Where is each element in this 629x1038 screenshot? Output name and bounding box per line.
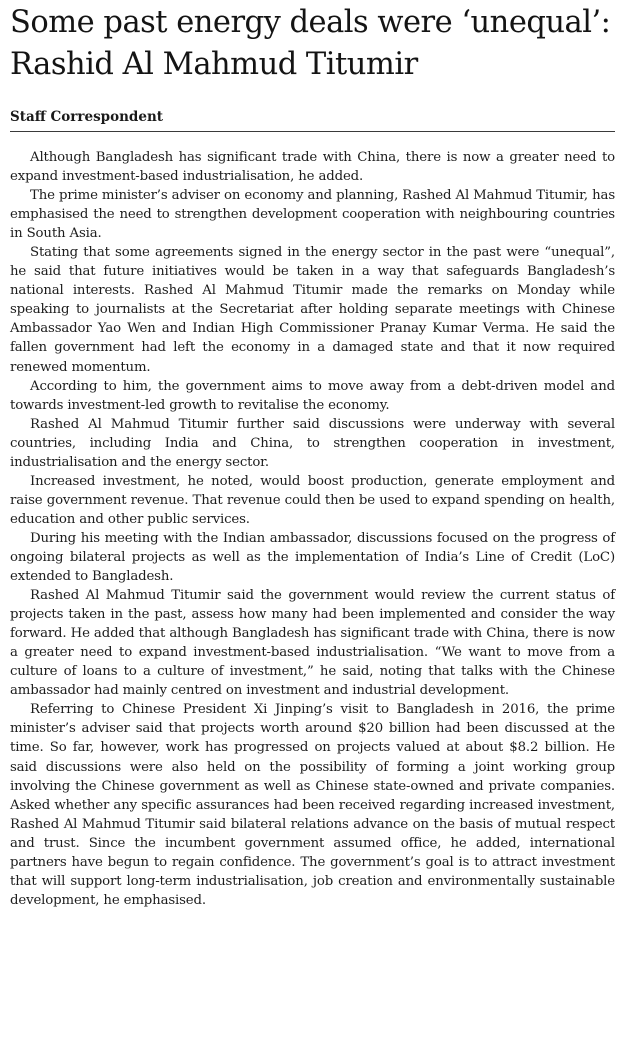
paragraph: Rashed Al Mahmud Titumir said the government would review the current status of projects taken in the past, assess how many had been implemented and consider the way forward. He added that although Bangladesh has significant trade with China, there is now a greater need to expand investment-based industrialisation. “We want to move from a culture of loans to a culture of investment,” he said, noting that talks with the Chinese ambassador had mainly centred on investment and industrial development. [10,588,615,699]
article-body [10,148,615,910]
headline: Some past energy deals were ‘unequal’: Rashid Al Mahmud Titumir [10,5,611,82]
paragraph: According to him, the government aims to move away from a debt-driven model and towards investment-led growth to revitalise the economy. [10,378,615,413]
paragraph: Rashed Al Mahmud Titumir further said discussions were underway with several countries, including India and China, to strengthen cooperation in investment, industrialisation and the energy sector. [10,416,615,470]
byline-divider [10,131,615,132]
paragraph: Although Bangladesh has significant trade with China, there is now a greater need to expand investment-based industrialisation, he added. [10,150,615,185]
paragraph: Referring to Chinese President Xi Jinping’s visit to Bangladesh in 2016, the prime minister’s adviser said that projects worth around $20 billion had been discussed at the time. So far, however, work has progressed on projects valued at about $8.2 billion. He said discussions were also held on the possibility of forming a joint working group involving the Chinese government as well as Chinese state-owned and private companies. Asked whether any specific assurances had been received regarding increased investment, Rashed Al Mahmud Titumir said bilateral relations advance on the basis of mutual respect and trust. Since the incumbent government assumed office, he added, international partners have begun to regain confidence. The government’s goal is to attract investment that will support long-term industrialisation, job creation and environmentally sustainable development, he emphasised. [10,702,615,908]
byline: Staff Correspondent [10,109,164,125]
paragraph: The prime minister’s adviser on economy and planning, Rashed Al Mahmud Titumir, has emphasised the need to strengthen development cooperation with neighbouring countries in South Asia. [10,188,615,242]
paragraph: Increased investment, he noted, would boost production, generate employment and raise government revenue. That revenue could then be used to expand spending on health, education and other public services. [10,473,615,527]
paragraph: Stating that some agreements signed in the energy sector in the past were “unequal”, he said that future initiatives would be taken in a way that safeguards Bangladesh’s national interests. Rashed Al Mahmud Titumir made the remarks on Monday while speaking to journalists at the Secretariat after holding separate meetings with Chinese Ambassador Yao Wen and Indian High Commissioner Pranay Kumar Verma. He said the fallen government had left the economy in a damaged state and that it now required renewed momentum. [10,245,615,375]
paragraph: During his meeting with the Indian ambassador, discussions focused on the progress of ongoing bilateral projects as well as the implementation of India’s Line of Credit (LoC) extended to Bangladesh. [10,530,615,585]
